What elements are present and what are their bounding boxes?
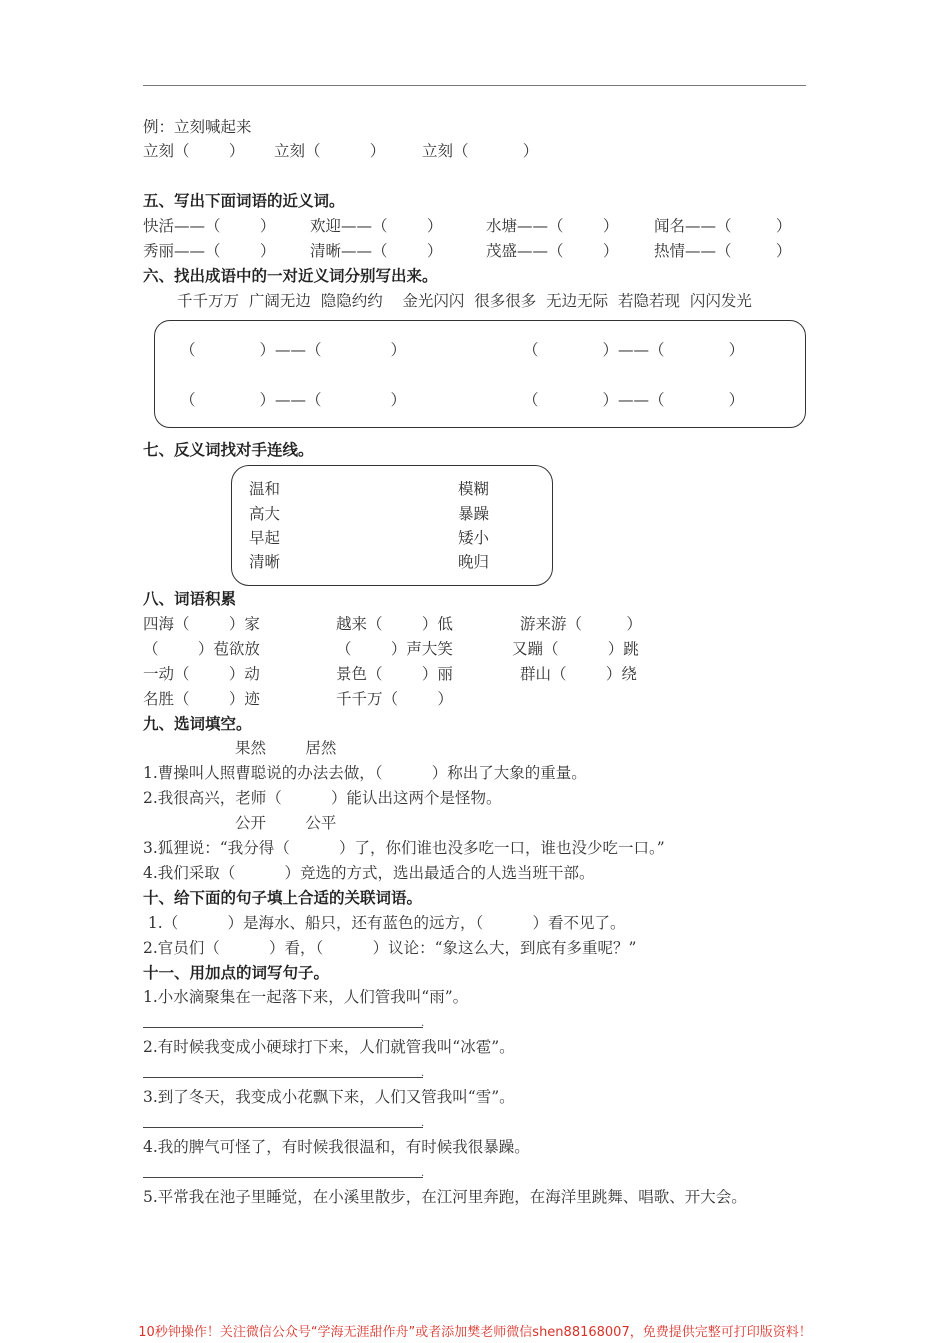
example-sentence: 1.小水滴聚集在一起落下来，人们管我叫“雨”。 (143, 988, 469, 1006)
antonym-right: 暴躁 (458, 505, 490, 523)
word-item: （ ）声大笑 (336, 640, 453, 658)
section10-title: 十、给下面的句子填上合适的关联词语。 (143, 888, 423, 907)
word-item: 游来游（ ） (520, 615, 642, 633)
pair-blank: （ ）——（ ） (523, 391, 745, 409)
word-item: 千千万（ ） (336, 690, 453, 708)
answer-line (143, 1127, 423, 1128)
antonym-right: 矮小 (458, 529, 490, 547)
fill-sentence: 2.官员们（ ）看，（ ）议论：“象这么大，到底有多重呢？” (143, 939, 637, 957)
antonym-left: 早起 (249, 529, 281, 547)
antonym-right: 模糊 (458, 480, 490, 498)
section9-title: 九、选词填空。 (143, 714, 252, 733)
word-item: 群山（ ）绕 (520, 665, 637, 683)
section6-title: 六、找出成语中的一对近义词分别写出来。 (143, 266, 438, 285)
word-choices: 公开 公平 (235, 814, 337, 832)
word-item: 又蹦（ ）跳 (512, 640, 639, 658)
synonym-item: 快活——（ ） (143, 217, 276, 235)
fill-sentence: 1.曹操叫人照曹聪说的办法去做，（ ）称出了大象的重量。 (143, 764, 587, 782)
example-sentence: 3.到了冬天，我变成小花飘下来，人们又管我叫“雪”。 (143, 1088, 515, 1106)
answer-line (143, 1027, 423, 1028)
synonym-item: 秀丽——（ ） (143, 242, 276, 260)
fill-sentence: 1.（ ）是海水、船只，还有蓝色的远方，（ ）看不见了。 (143, 914, 626, 932)
word-item: 名胜（ ）迹 (143, 690, 260, 708)
antonym-left: 温和 (249, 480, 281, 498)
word-item: 一动（ ）动 (143, 665, 260, 683)
synonym-item: 茂盛——（ ） (486, 242, 619, 260)
section8-title: 八、词语积累 (143, 589, 237, 608)
word-choices: 果然 居然 (235, 739, 337, 757)
synonym-item: 闻名——（ ） (654, 217, 792, 235)
section5-title: 五、写出下面词语的近义词。 (143, 191, 345, 210)
antonym-right: 晚归 (458, 553, 490, 571)
example-sentence: 2.有时候我变成小硬球打下来，人们就管我叫“冰雹”。 (143, 1038, 515, 1056)
example-blank-2: 立刻（ ） (274, 142, 386, 160)
fill-sentence: 4.我们采取（ ）竞选的方式，选出最适合的人选当班干部。 (143, 864, 595, 882)
example-line: 例：立刻喊起来 (143, 118, 252, 136)
synonym-item: 清晰——（ ） (310, 242, 443, 260)
synonym-item: 水塘——（ ） (486, 217, 619, 235)
dot-mark: . (421, 1068, 425, 1079)
example-sentence: 5.平常我在池子里睡觉，在小溪里散步，在江河里奔跑，在海洋里跳舞、唱歌、开大会。 (143, 1188, 747, 1206)
footer-promo: 10秒钟操作！关注微信公众号“学海无涯甜作舟”或者添加樊老师微信shen88168007，免费提供完整可打印版资料！ (138, 1325, 812, 1340)
antonym-left: 清晰 (249, 553, 281, 571)
idiom-list: 千千万万 广阔无边 隐隐约约 金光闪闪 很多很多 无边无际 若隐若现 闪闪发光 (177, 292, 752, 310)
synonym-item: 欢迎——（ ） (310, 217, 443, 235)
pair-blank: （ ）——（ ） (180, 341, 407, 359)
fill-sentence: 2.我很高兴，老师（ ）能认出这两个是怪物。 (143, 789, 502, 807)
example-blank-3: 立刻（ ） (422, 142, 539, 160)
dot-mark: . (421, 1118, 425, 1129)
pair-blank: （ ）——（ ） (523, 341, 745, 359)
section11-title: 十一、用加点的词写句子。 (143, 963, 330, 982)
dot-mark: . (421, 1018, 425, 1029)
example-sentence: 4.我的脾气可怪了，有时候我很温和，有时候我很暴躁。 (143, 1138, 530, 1156)
answer-line (143, 1177, 423, 1178)
section7-title: 七、反义词找对手连线。 (143, 440, 314, 459)
word-item: 四海（ ）家 (143, 615, 260, 633)
top-rule (143, 85, 806, 86)
word-item: 越来（ ）低 (336, 615, 453, 633)
example-blank-1: 立刻（ ） (143, 142, 245, 160)
word-item: （ ）苞欲放 (143, 640, 260, 658)
synonym-item: 热情——（ ） (654, 242, 792, 260)
antonym-left: 高大 (249, 505, 281, 523)
pair-blank: （ ）——（ ） (180, 391, 407, 409)
dot-mark: . (421, 1168, 425, 1179)
answer-box (154, 320, 806, 428)
answer-line (143, 1077, 423, 1078)
word-item: 景色（ ）丽 (336, 665, 453, 683)
fill-sentence: 3.狐狸说：“我分得（ ）了，你们谁也没多吃一口，谁也没少吃一口。” (143, 839, 665, 857)
